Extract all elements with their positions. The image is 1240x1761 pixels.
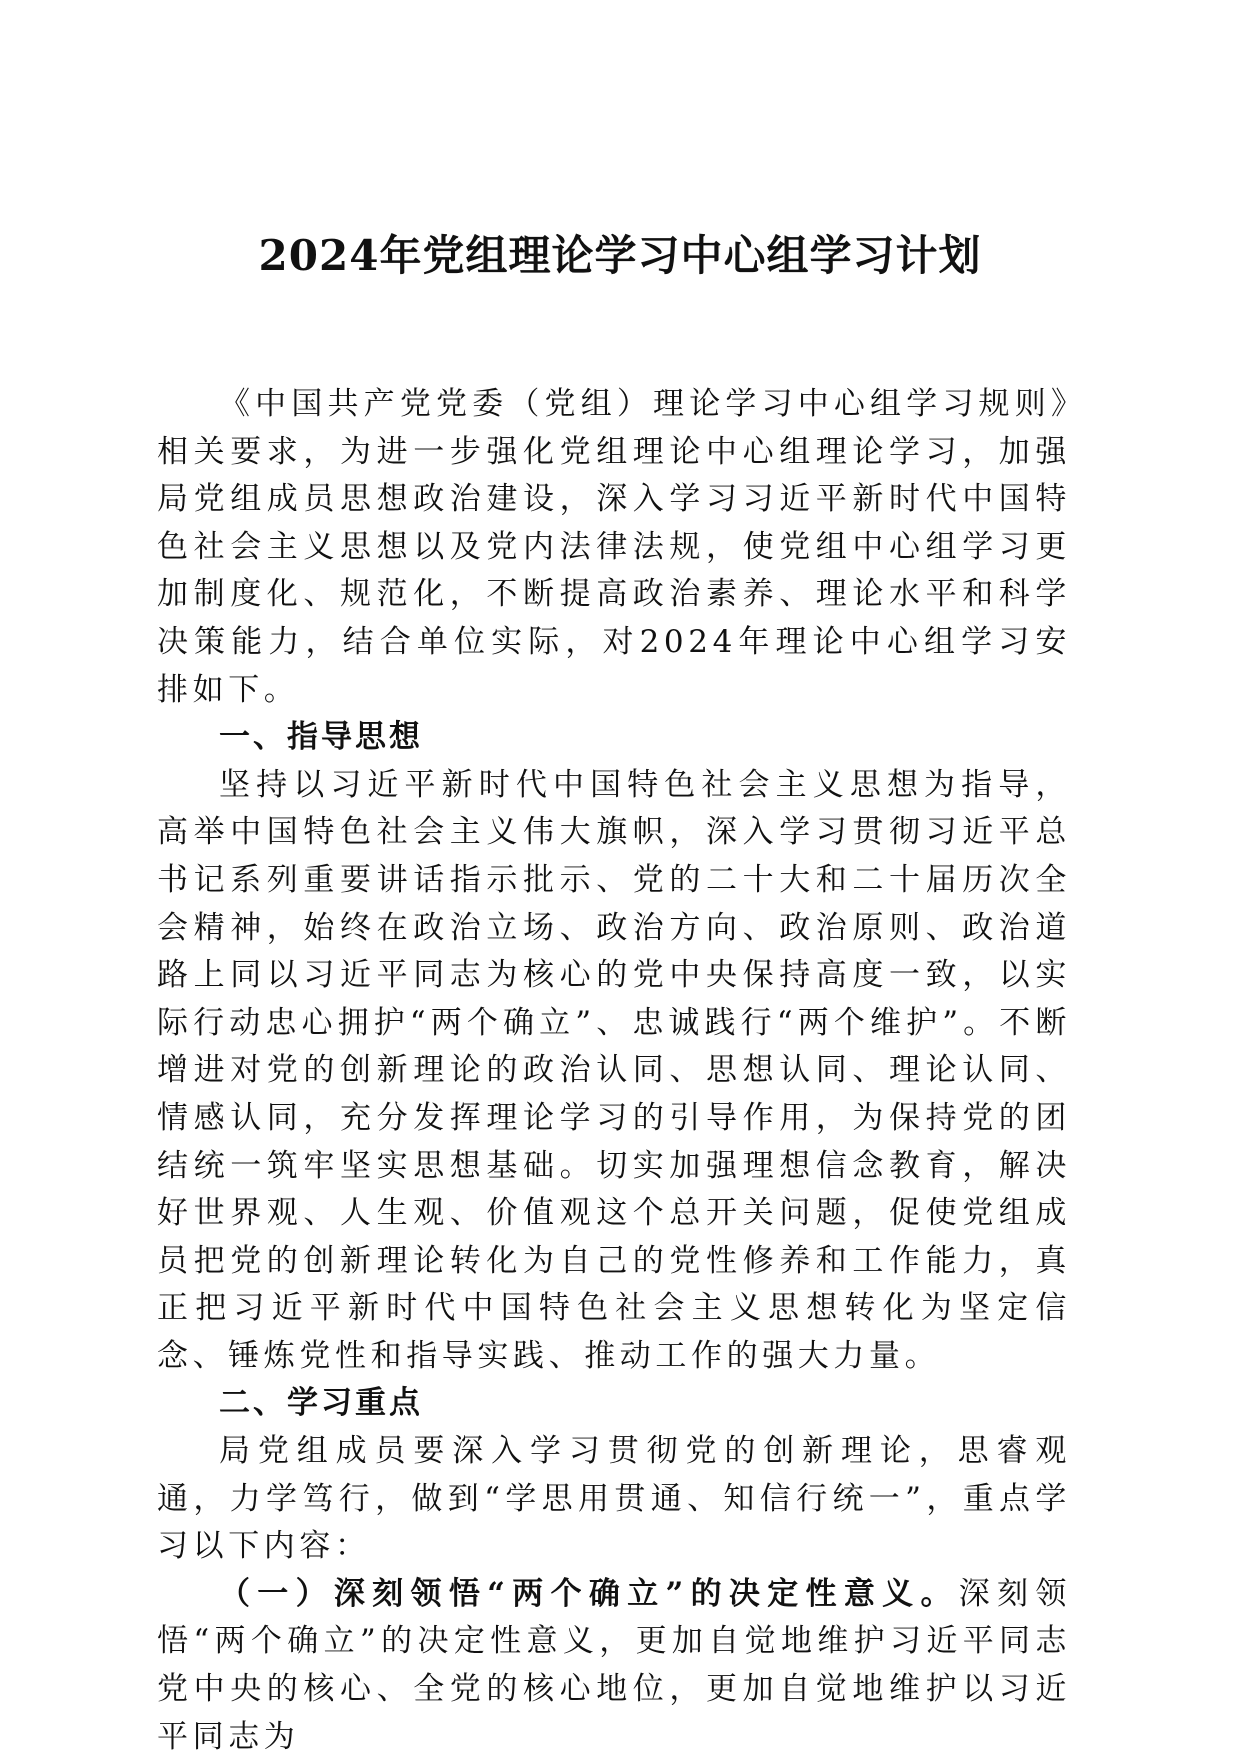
study-focus-paragraph: 局党组成员要深入学习贯彻党的创新理论，思睿观通，力学笃行，做到“学思用贯通、知信行统一”，重点学习以下内容： xyxy=(157,1433,1071,1565)
study-item-1-paragraph xyxy=(157,1571,1071,1761)
section-heading-study-focus: 二、学习重点 xyxy=(219,1385,423,1422)
intro-paragraph: 《中国共产党党委（党组）理论学习中心组学习规则》相关要求，为进一步强化党组理论中心组理论学习，加强局党组成员思想政治建设，深入学习习近平新时代中国特色社会主义思想以及党内法律法规，使党组中心组学习更加制度化、规范化，不断提高政治素养、理论水平和科学决策能力，结合单位实际，对2024年理论中心组学习安排如下。 xyxy=(157,386,1071,708)
document-body xyxy=(157,381,1071,1761)
study-item-1-lead: （一）深刻领悟“两个确立”的决定性意义。 xyxy=(219,1575,959,1612)
section-heading-guiding-ideology: 一、指导思想 xyxy=(219,719,423,756)
study-item-1-body: 深刻领悟“两个确立”的决定性意义，更加自觉地维护习近平同志党中央的核心、全党的核心地位，更加自觉地维护以习近平同志为 xyxy=(157,1575,1071,1755)
guiding-ideology-paragraph: 坚持以习近平新时代中国特色社会主义思想为指导，高举中国特色社会主义伟大旗帜，深入学习贯彻习近平总书记系列重要讲话指示批示、党的二十大和二十届历次全会精神，始终在政治立场、政治方向、政治原则、政治道路上同以习近平同志为核心的党中央保持高度一致，以实际行动忠心拥护“两个确立”、忠诚践行“两个维护”。不断增进对党的创新理论的政治认同、思想认同、理论认同、情感认同，充分发挥理论学习的引导作用，为保持党的团结统一筑牢坚实思想基础。切实加强理想信念教育，解决好世界观、人生观、价值观这个总开关问题，促使党组成员把党的创新理论转化为自己的党性修养和工作能力，真正把习近平新时代中国特色社会主义思想转化为坚定信念、锤炼党性和指导实践、推动工作的强大力量。 xyxy=(157,766,1071,1374)
document-title: 2024年党组理论学习中心组学习计划 xyxy=(258,231,982,280)
